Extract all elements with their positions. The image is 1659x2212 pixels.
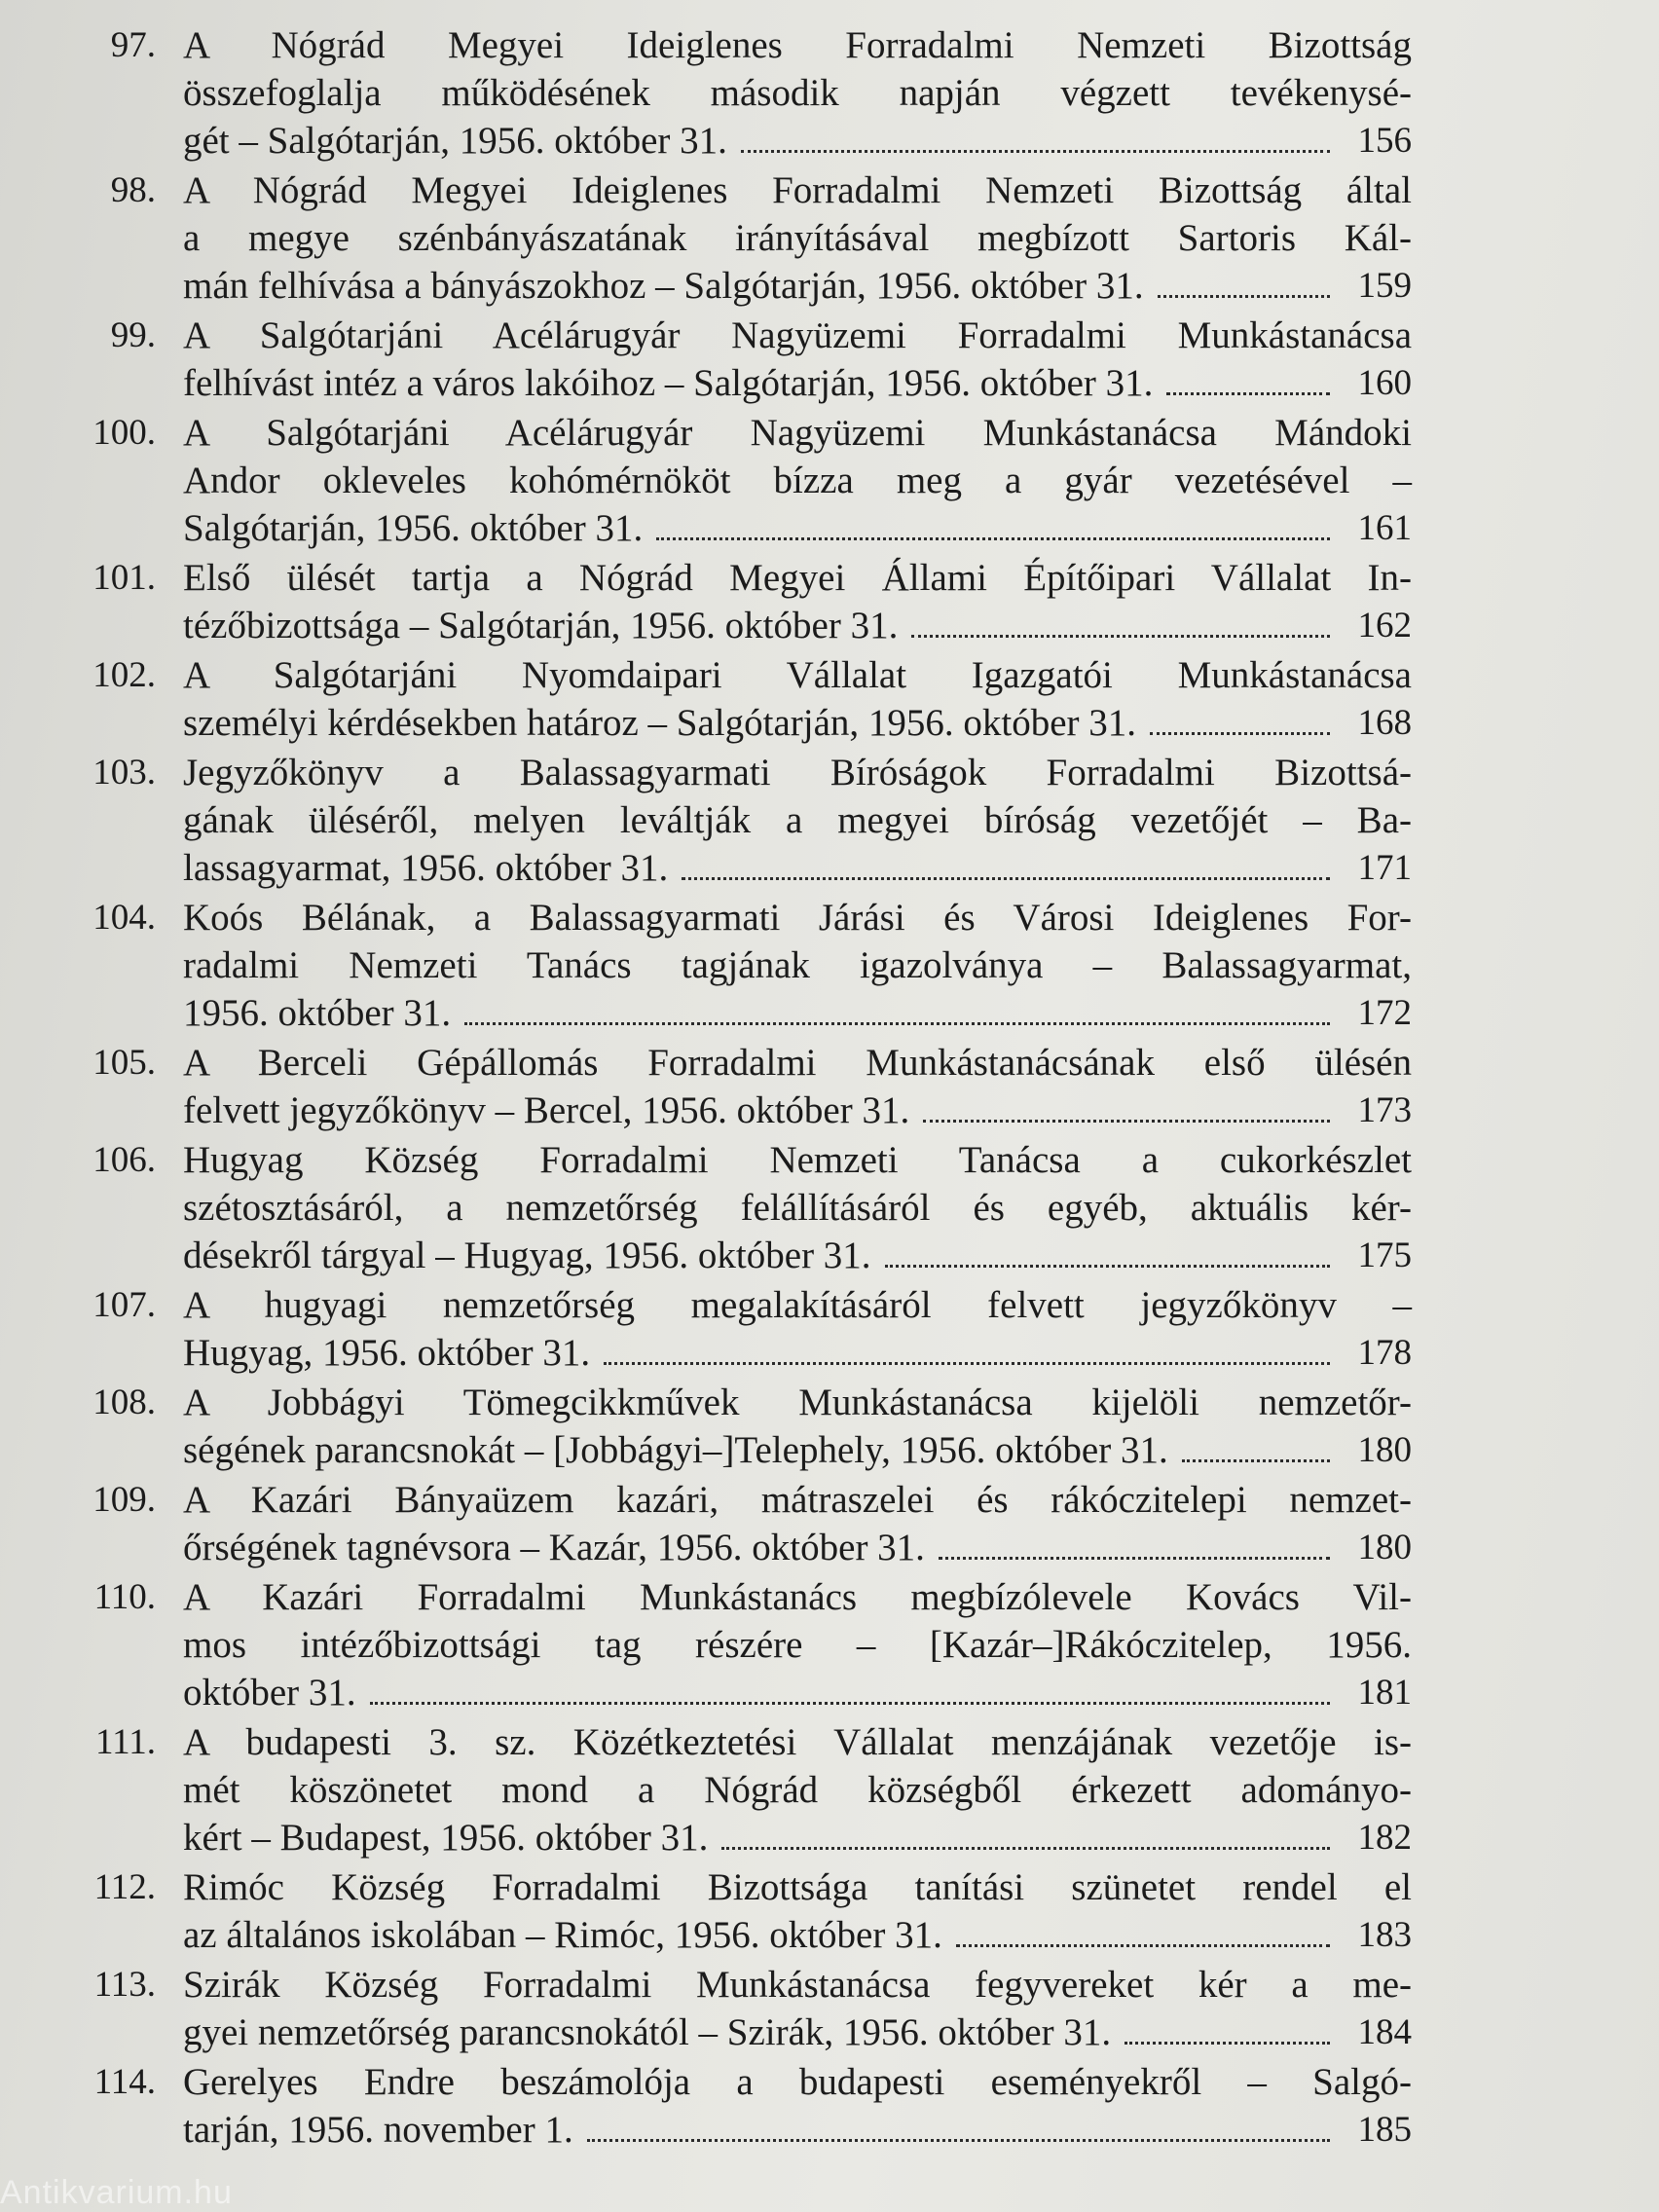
entry-title-line: mét köszönetet mond a Nógrád községből érkezett adományo- bbox=[183, 1769, 1412, 1811]
page-number: 171 bbox=[1357, 848, 1412, 888]
entry-title-line: Gerelyes Endre beszámolója a budapesti eseményekről – Salgó- bbox=[183, 2061, 1412, 2103]
entry-number: 112. bbox=[93, 1867, 156, 1907]
dot-leader bbox=[370, 1702, 1330, 1705]
entry-last-line bbox=[183, 844, 1412, 892]
dot-leader bbox=[604, 1362, 1330, 1365]
entry-last-line bbox=[183, 989, 1412, 1037]
entry-title-line: személyi kérdésekben határoz – Salgótarján, 1956. október 31. bbox=[183, 702, 1137, 744]
entry-title-line: Első ülését tartja a Nógrád Megyei Állami Építőipari Vállalat In- bbox=[183, 557, 1412, 599]
entry-title bbox=[183, 1379, 1412, 1474]
entry-number: 105. bbox=[92, 1043, 156, 1083]
entry-title-line: az általános iskolában – Rimóc, 1956. október 31. bbox=[183, 1914, 942, 1956]
entry-number: 104. bbox=[92, 898, 156, 938]
entry-number: 110. bbox=[93, 1577, 156, 1617]
toc-entry bbox=[39, 749, 1412, 892]
entry-title-line: A Kazári Bányaüzem kazári, mátraszelei és rákóczitelepi nemzet- bbox=[183, 1479, 1412, 1521]
entry-last-line bbox=[183, 1232, 1412, 1279]
entry-title bbox=[183, 1718, 1412, 1862]
toc-entry bbox=[39, 1476, 1412, 1571]
entry-title-line: A Salgótarjáni Acélárugyár Nagyüzemi Forradalmi Munkástanácsa bbox=[183, 314, 1412, 356]
entry-title-line: a megye szénbányászatának irányításával megbízott Sartoris Kál- bbox=[183, 217, 1412, 259]
entry-title-line: október 31. bbox=[183, 1672, 356, 1714]
entry-last-line bbox=[183, 1669, 1412, 1716]
entry-title bbox=[183, 1476, 1412, 1571]
entry-title-line: összefoglalja működésének második napján végzett tevékenysé- bbox=[183, 72, 1412, 114]
toc-entry bbox=[39, 1136, 1412, 1279]
entry-title-line: A budapesti 3. sz. Közétkeztetési Vállalat menzájának vezetője is- bbox=[183, 1721, 1412, 1763]
entry-number: 114. bbox=[93, 2062, 156, 2102]
entry-title-line: A hugyagi nemzetőrség megalakításáról felvett jegyzőkönyv – bbox=[183, 1284, 1412, 1326]
entry-title-line: Szirák Község Forradalmi Munkástanácsa fegyvereket kér a me- bbox=[183, 1964, 1412, 2006]
entry-last-line bbox=[183, 1426, 1412, 1474]
entry-title-line: gét – Salgótarján, 1956. október 31. bbox=[183, 120, 727, 162]
entry-last-line bbox=[183, 504, 1412, 552]
entry-title-line: Koós Bélának, a Balassagyarmati Járási és Városi Ideiglenes For- bbox=[183, 897, 1412, 939]
toc-entry bbox=[39, 1573, 1412, 1716]
entry-title-line: felhívást intéz a város lakóihoz – Salgótarján, 1956. október 31. bbox=[183, 362, 1154, 404]
entry-number: 107. bbox=[92, 1285, 156, 1325]
watermark: Antikvarium.hu bbox=[0, 2174, 233, 2211]
dot-leader bbox=[721, 1847, 1330, 1850]
entry-last-line bbox=[183, 699, 1412, 747]
entry-title-line: radalmi Nemzeti Tanács tagjának igazolványa – Balassagyarmat, bbox=[183, 944, 1412, 986]
page-number: 184 bbox=[1357, 2012, 1412, 2052]
toc-entry bbox=[39, 409, 1412, 552]
entry-last-line bbox=[183, 602, 1412, 649]
page-number: 159 bbox=[1357, 266, 1412, 306]
toc-entry bbox=[39, 2058, 1412, 2154]
dot-leader bbox=[939, 1557, 1330, 1560]
entry-title-line: Rimóc Község Forradalmi Bizottsága tanítási szünetet rendel el bbox=[183, 1866, 1412, 1908]
dot-leader bbox=[1124, 2042, 1330, 2045]
toc-entry bbox=[39, 1718, 1412, 1862]
dot-leader bbox=[911, 635, 1330, 638]
entry-number: 103. bbox=[92, 753, 156, 793]
entry-last-line bbox=[183, 262, 1412, 310]
page-number: 162 bbox=[1357, 606, 1412, 645]
entry-title-line: Hugyag Község Forradalmi Nemzeti Tanácsa a cukorkészlet bbox=[183, 1139, 1412, 1181]
toc-entry bbox=[39, 21, 1412, 165]
entry-title-line: A Nógrád Megyei Ideiglenes Forradalmi Nemzeti Bizottság bbox=[183, 24, 1412, 66]
page-number: 156 bbox=[1357, 121, 1412, 161]
page-number: 168 bbox=[1357, 703, 1412, 743]
dot-leader bbox=[741, 150, 1330, 153]
entry-title-line: A Kazári Forradalmi Munkástanács megbízólevele Kovács Vil- bbox=[183, 1576, 1412, 1618]
dot-leader bbox=[656, 537, 1330, 540]
dot-leader bbox=[923, 1120, 1330, 1123]
entry-title-line: A Nógrád Megyei Ideiglenes Forradalmi Nemzeti Bizottság által bbox=[183, 169, 1412, 211]
entry-title-line: gyei nemzetőrség parancsnokától – Szirák, 1956. október 31. bbox=[183, 2011, 1112, 2053]
entry-title-line: kért – Budapest, 1956. október 31. bbox=[183, 1817, 709, 1859]
entry-title-line: Hugyag, 1956. október 31. bbox=[183, 1332, 591, 1374]
entry-title bbox=[183, 894, 1412, 1037]
entry-title-line: A Salgótarjáni Nyomdaipari Vállalat Igazgatói Munkástanácsa bbox=[183, 654, 1412, 696]
entry-last-line bbox=[183, 2106, 1412, 2154]
dot-leader bbox=[1158, 295, 1330, 298]
entry-title bbox=[183, 21, 1412, 165]
entry-last-line bbox=[183, 1814, 1412, 1862]
entry-number: 101. bbox=[92, 558, 156, 598]
entry-title bbox=[183, 1136, 1412, 1279]
page-number: 185 bbox=[1357, 2110, 1412, 2150]
entry-number: 99. bbox=[110, 315, 156, 355]
toc-entry bbox=[39, 312, 1412, 407]
entry-title-line: gának üléséről, melyen leváltják a megyei bíróság vezetőjét – Ba- bbox=[183, 799, 1412, 841]
entry-title bbox=[183, 554, 1412, 649]
toc-entry bbox=[39, 894, 1412, 1037]
entry-title-line: A Salgótarjáni Acélárugyár Nagyüzemi Munkástanácsa Mándoki bbox=[183, 412, 1412, 454]
page-number: 178 bbox=[1357, 1333, 1412, 1373]
page-number: 173 bbox=[1357, 1090, 1412, 1130]
page-number: 160 bbox=[1357, 363, 1412, 403]
toc-entry bbox=[39, 1281, 1412, 1377]
entry-title-line: tézőbizottsága – Salgótarján, 1956. október 31. bbox=[183, 605, 899, 646]
entry-last-line bbox=[183, 1087, 1412, 1134]
entry-title-line: Andor okleveles kohómérnököt bízza meg a gyár vezetésével – bbox=[183, 460, 1412, 501]
dot-leader bbox=[1182, 1459, 1330, 1462]
dot-leader bbox=[1166, 392, 1330, 395]
toc-entry bbox=[39, 1379, 1412, 1474]
entry-number: 109. bbox=[92, 1480, 156, 1520]
entry-title bbox=[183, 1863, 1412, 1959]
entry-title-line: 1956. október 31. bbox=[183, 992, 452, 1034]
entry-title bbox=[183, 1039, 1412, 1134]
entry-last-line bbox=[183, 117, 1412, 165]
entry-number: 113. bbox=[93, 1965, 156, 2005]
entry-title-line: Salgótarján, 1956. október 31. bbox=[183, 507, 644, 549]
entry-last-line bbox=[183, 1329, 1412, 1377]
entry-title bbox=[183, 1573, 1412, 1716]
dot-leader bbox=[1150, 732, 1330, 735]
dot-leader bbox=[885, 1265, 1330, 1268]
page-number: 172 bbox=[1357, 993, 1412, 1033]
entry-last-line bbox=[183, 1911, 1412, 1959]
entry-title bbox=[183, 1961, 1412, 2056]
toc-entry bbox=[39, 651, 1412, 747]
entry-last-line bbox=[183, 2009, 1412, 2056]
entry-number: 108. bbox=[92, 1382, 156, 1422]
entry-title bbox=[183, 409, 1412, 552]
entry-number: 111. bbox=[94, 1722, 156, 1762]
entry-title-line: désekről tárgyal – Hugyag, 1956. október 31. bbox=[183, 1235, 871, 1276]
entry-title-line: Jegyzőkönyv a Balassagyarmati Bíróságok Forradalmi Bizottsá- bbox=[183, 752, 1412, 793]
page-number: 182 bbox=[1357, 1818, 1412, 1858]
entry-title-line: szétosztásáról, a nemzetőrség felállításáról és egyéb, aktuális kér- bbox=[183, 1187, 1412, 1229]
entry-title bbox=[183, 166, 1412, 310]
entry-number: 98. bbox=[110, 170, 156, 210]
entry-title-line: mán felhívása a bányászokhoz – Salgótarján, 1956. október 31. bbox=[183, 265, 1144, 307]
page-number: 181 bbox=[1357, 1673, 1412, 1713]
toc-entry bbox=[39, 1039, 1412, 1134]
entry-number: 97. bbox=[110, 25, 156, 65]
entry-title bbox=[183, 651, 1412, 747]
entry-title-line: ségének parancsnokát – [Jobbágyi–]Telephely, 1956. október 31. bbox=[183, 1429, 1168, 1471]
entry-title-line: tarján, 1956. november 1. bbox=[183, 2109, 573, 2151]
page-number: 161 bbox=[1357, 508, 1412, 548]
dot-leader bbox=[956, 1944, 1330, 1947]
page-number: 175 bbox=[1357, 1235, 1412, 1275]
dot-leader bbox=[587, 2139, 1330, 2142]
table-of-contents bbox=[39, 21, 1412, 2156]
entry-last-line bbox=[183, 359, 1412, 407]
entry-last-line bbox=[183, 1524, 1412, 1571]
entry-title-line: A Berceli Gépállomás Forradalmi Munkástanácsának első ülésén bbox=[183, 1042, 1412, 1084]
page-number: 180 bbox=[1357, 1528, 1412, 1567]
entry-title-line: mos intézőbizottsági tag részére – [Kazár–]Rákóczitelep, 1956. bbox=[183, 1624, 1412, 1666]
toc-entry bbox=[39, 1961, 1412, 2056]
entry-title-line: lassagyarmat, 1956. október 31. bbox=[183, 847, 669, 889]
entry-title-line: felvett jegyzőkönyv – Bercel, 1956. október 31. bbox=[183, 1089, 910, 1131]
dot-leader bbox=[464, 1022, 1330, 1025]
entry-title bbox=[183, 749, 1412, 892]
entry-number: 102. bbox=[92, 655, 156, 695]
page-number: 183 bbox=[1357, 1915, 1412, 1955]
entry-title bbox=[183, 312, 1412, 407]
toc-entry bbox=[39, 1863, 1412, 1959]
entry-title bbox=[183, 1281, 1412, 1377]
entry-title-line: őrségének tagnévsora – Kazár, 1956. október 31. bbox=[183, 1527, 925, 1568]
entry-title-line: A Jobbágyi Tömegcikkművek Munkástanácsa kijelöli nemzetőr- bbox=[183, 1382, 1412, 1423]
entry-title bbox=[183, 2058, 1412, 2154]
entry-number: 100. bbox=[92, 413, 156, 453]
entry-number: 106. bbox=[92, 1140, 156, 1180]
dot-leader bbox=[682, 877, 1330, 880]
page-number: 180 bbox=[1357, 1430, 1412, 1470]
toc-entry bbox=[39, 554, 1412, 649]
toc-entry bbox=[39, 166, 1412, 310]
